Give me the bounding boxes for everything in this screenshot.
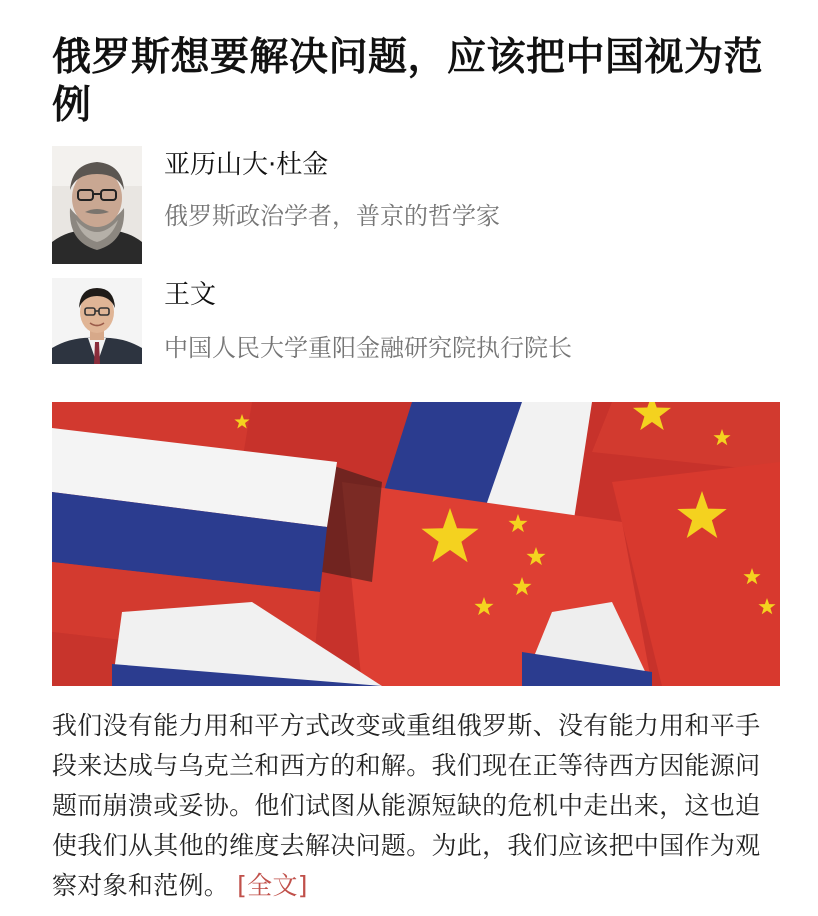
author-title: 俄罗斯政治学者，普京的哲学家 — [164, 202, 500, 230]
author-photo-dugin — [52, 146, 142, 264]
author-title: 中国人民大学重阳金融研究院执行院长 — [164, 334, 572, 362]
author-name[interactable]: 亚历山大·杜金 — [164, 150, 329, 180]
article-summary — [52, 706, 782, 906]
article-card — [52, 0, 782, 906]
summary-text: 我们没有能力用和平方式改变或重组俄罗斯、没有能力用和平手段来达成与乌克兰和西方的和解。我们现在正等待西方因能源问题而崩溃或妥协。他们试图从能源短缺的危机中走出来，这也迫使我们从其他的维度去解决问题。为此，我们应该把中国作为观察对象和范例。 — [52, 711, 761, 900]
article-headline[interactable]: 俄罗斯想要解决问题，应该把中国视为范例 — [52, 35, 764, 128]
author-photo-wang — [52, 278, 142, 364]
author-block-dugin — [52, 146, 782, 264]
author-block-wang — [52, 278, 782, 374]
hero-image-flags[interactable] — [52, 402, 780, 686]
author-name[interactable]: 王文 — [164, 280, 217, 310]
full-text-link[interactable]: [全文] — [237, 871, 308, 900]
